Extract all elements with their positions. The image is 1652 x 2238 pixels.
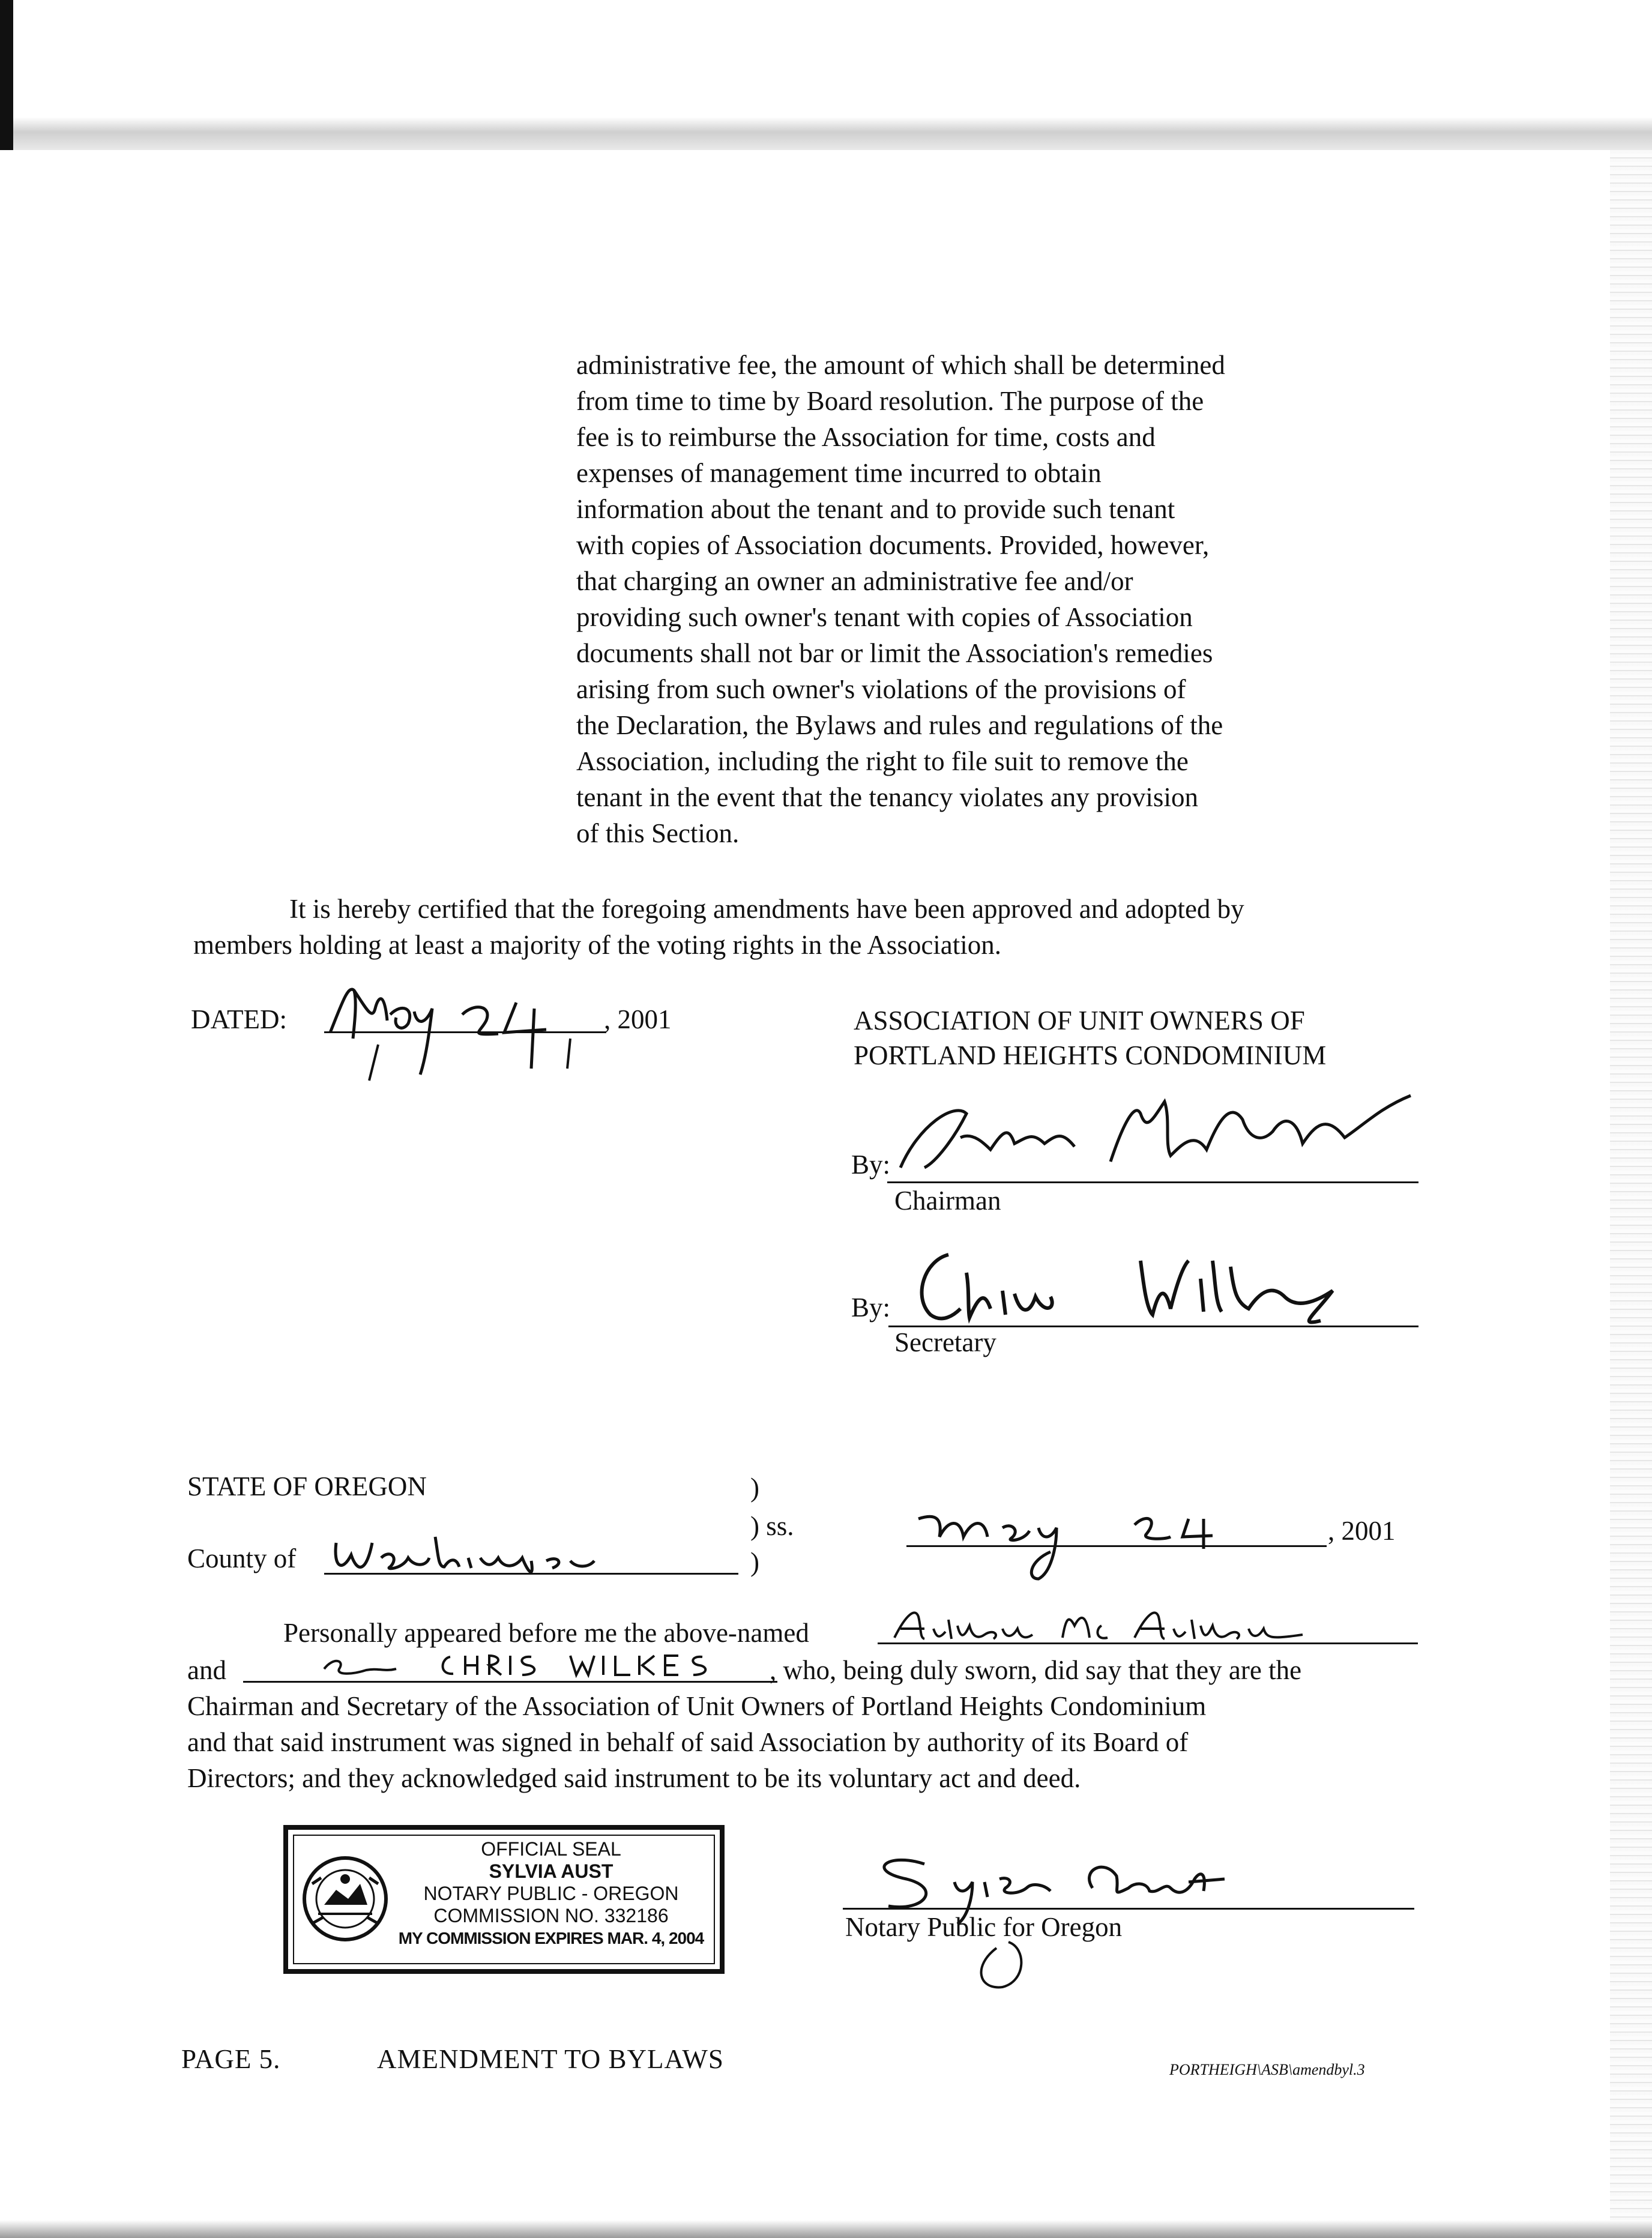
association-name-line-2: PORTLAND HEIGHTS CONDOMINIUM <box>854 1040 1327 1070</box>
venue-ss: ) ss. <box>750 1511 794 1541</box>
named-officer-1-underline <box>878 1642 1418 1644</box>
seal-notary-public: NOTARY PUBLIC - OREGON <box>423 1883 679 1904</box>
body-line: that charging an owner an administrative fee and/or <box>576 566 1133 596</box>
county-underline <box>324 1573 738 1575</box>
body-line: with copies of Association documents. Provided, however, <box>576 530 1210 560</box>
body-line: expenses of management time incurred to obtain <box>576 458 1102 488</box>
body-line: providing such owner's tenant with copies of Association <box>576 602 1193 632</box>
body-line: tenant in the event that the tenancy violates any provision <box>576 782 1198 812</box>
acknowledgement-line-2: Chairman and Secretary of the Association of Unit Owners of Portland Heights Condominium <box>187 1691 1207 1721</box>
county-label: County of <box>187 1543 297 1573</box>
dated-label: DATED: <box>191 1004 287 1034</box>
body-line: arising from such owner's violations of the provisions of <box>576 674 1186 704</box>
dated-year: , 2001 <box>604 1004 672 1034</box>
certification-line-2: members holding at least a majority of the voting rights in the Association. <box>193 930 1002 960</box>
scan-top-shadow <box>0 0 1652 150</box>
venue-paren-3: ) <box>750 1547 759 1577</box>
body-line: the Declaration, the Bylaws and rules and regulations of the <box>576 710 1223 740</box>
appeared-line: Personally appeared before me the above-named <box>283 1618 809 1648</box>
acknowledgement-line-4: Directors; and they acknowledged said instrument to be its voluntary act and deed. <box>187 1763 1081 1793</box>
named-officer-2-handwritten <box>318 1645 762 1685</box>
notary-seal-stamp <box>283 1825 725 1974</box>
secretary-signature <box>900 1237 1381 1333</box>
state-heading: STATE OF OREGON <box>187 1471 427 1501</box>
body-line: of this Section. <box>576 818 740 848</box>
association-name-line-1: ASSOCIATION OF UNIT OWNERS OF <box>854 1006 1305 1036</box>
venue-date-underline <box>906 1545 1327 1547</box>
and-label: and <box>187 1655 226 1685</box>
scan-left-edge <box>0 0 13 150</box>
venue-handwritten-date <box>906 1495 1291 1585</box>
seal-title: OFFICIAL SEAL <box>481 1838 621 1860</box>
seal-commission-expires: MY COMMISSION EXPIRES MAR. 4, 2004 <box>398 1929 704 1947</box>
body-line: from time to time by Board resolution. The purpose of the <box>576 386 1204 416</box>
dated-handwritten-date <box>318 967 612 1087</box>
seal-text-block <box>389 1838 713 1949</box>
body-line: documents shall not bar or limit the Association's remedies <box>576 638 1213 668</box>
county-handwritten <box>324 1525 624 1579</box>
chairman-title: Chairman <box>894 1186 1001 1216</box>
named-officer-2-underline <box>243 1681 777 1683</box>
dated-underline <box>324 1031 606 1033</box>
body-line: fee is to reimburse the Association for time, costs and <box>576 422 1156 452</box>
body-paragraph <box>576 347 1333 851</box>
secretary-title: Secretary <box>894 1327 996 1357</box>
seal-notary-name: SYLVIA AUST <box>489 1860 613 1882</box>
by-label-secretary: By: <box>851 1292 891 1323</box>
seal-commission-number: COMMISSION NO. 332186 <box>433 1905 669 1926</box>
certification-line-1: It is hereby certified that the foregoing amendments have been approved and adopted by <box>289 894 1244 924</box>
body-line: administrative fee, the amount of which shall be determined <box>576 350 1225 380</box>
body-line: Association, including the right to file suit to remove the <box>576 746 1189 776</box>
notary-public-label: Notary Public for Oregon <box>845 1912 1123 1942</box>
venue-date-year: , 2001 <box>1328 1516 1396 1546</box>
chairman-signature <box>882 1078 1441 1192</box>
venue-paren-1: ) <box>750 1473 759 1503</box>
scan-bottom-edge <box>0 2220 1652 2238</box>
acknowledgement-line-3: and that said instrument was signed in behalf of said Association by authority of its Board of <box>187 1727 1189 1757</box>
oregon-state-seal-icon <box>300 1842 390 1956</box>
footer-page-number: PAGE 5. <box>181 2044 281 2074</box>
footer-document-title: AMENDMENT TO BYLAWS <box>377 2044 724 2074</box>
scan-right-edge <box>1610 150 1652 2238</box>
by-label-chairman: By: <box>851 1150 891 1180</box>
body-line: information about the tenant and to provide such tenant <box>576 494 1175 524</box>
sworn-line-tail: , who, being duly sworn, did say that they are the <box>770 1655 1302 1685</box>
footer-file-reference: PORTHEIGH\ASB\amendbyl.3 <box>1169 2061 1365 2078</box>
